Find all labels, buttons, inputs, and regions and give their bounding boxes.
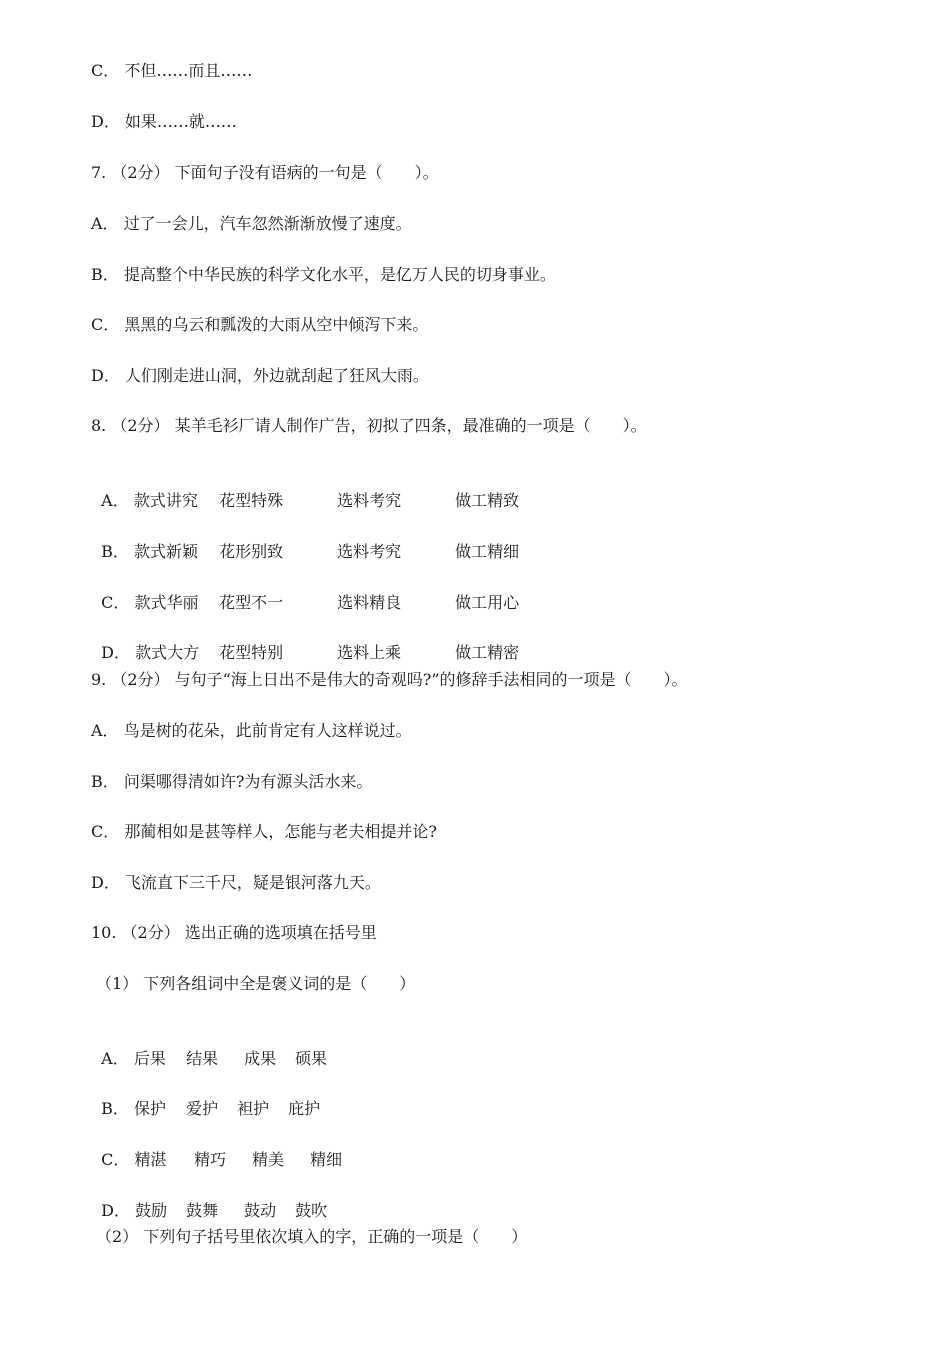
option-phrase: 花型特别	[219, 643, 284, 662]
question-8-option-b	[91, 516, 520, 561]
option-phrase: 花型不一	[219, 593, 284, 612]
question-7-option-a: A． 过了一会儿，汽车忽然渐渐放慢了速度。	[91, 214, 412, 233]
option-phrase: 做工精密	[455, 643, 520, 662]
option-word: 结果	[186, 1049, 219, 1068]
option-label: B． 保护	[101, 1099, 167, 1118]
question-6-option-c: C． 不但……而且……	[91, 61, 253, 80]
question-10-sub-1-option-d	[91, 1175, 328, 1220]
question-9-stem: 9. （2分） 与句子“海上日出不是伟大的奇观吗?”的修辞手法相同的一项是（ ）。	[91, 670, 688, 689]
question-9-option-b: B． 问渠哪得清如许?为有源头活水来。	[91, 772, 373, 791]
option-word: 精巧	[194, 1150, 227, 1169]
question-8-option-a	[91, 465, 520, 510]
option-phrase: 花型特殊	[219, 491, 284, 510]
option-word: 袒护	[237, 1099, 270, 1118]
question-10-sub-1-option-a	[91, 1023, 328, 1068]
option-word: 精美	[252, 1150, 285, 1169]
option-phrase: 做工用心	[455, 593, 520, 612]
option-word: 鼓动	[244, 1201, 277, 1220]
question-8-option-d	[91, 617, 520, 662]
option-label: C． 精湛	[101, 1150, 167, 1169]
option-word: 成果	[244, 1049, 277, 1068]
option-phrase: 选料上乘	[337, 643, 402, 662]
question-10-sub-1-option-b	[91, 1073, 321, 1118]
option-phrase: 选料考究	[337, 491, 402, 510]
option-word: 精细	[310, 1150, 343, 1169]
question-10-sub-2-stem: （2） 下列句子括号里依次填入的字，正确的一项是（ ）	[96, 1227, 528, 1246]
option-phrase: 选料精良	[337, 593, 402, 612]
question-9-option-a: A． 鸟是树的花朵，此前肯定有人这样说过。	[91, 721, 412, 740]
question-10-stem: 10. （2分） 选出正确的选项填在括号里	[91, 923, 377, 942]
option-label: D． 鼓励	[101, 1201, 168, 1220]
option-phrase: 选料考究	[337, 542, 402, 561]
question-7-option-b: B． 提高整个中华民族的科学文化水平，是亿万人民的切身事业。	[91, 265, 556, 284]
question-9-option-d: D． 飞流直下三千尺，疑是银河落九天。	[91, 873, 381, 892]
question-9-option-c: C． 那蔺相如是甚等样人，怎能与老夫相提并论?	[91, 822, 437, 841]
option-phrase: 花形别致	[219, 542, 284, 561]
question-7-option-d: D． 人们刚走进山洞，外边就刮起了狂风大雨。	[91, 366, 429, 385]
option-word: 硕果	[295, 1049, 328, 1068]
question-7-stem: 7. （2分） 下面句子没有语病的一句是（ ）。	[91, 163, 439, 182]
option-label: A． 款式讲究	[101, 491, 198, 510]
option-word: 庇护	[288, 1099, 321, 1118]
option-label: D． 款式大方	[101, 643, 200, 662]
question-10-sub-1-option-c	[91, 1124, 343, 1169]
option-phrase: 做工精致	[455, 491, 520, 510]
option-label: C． 款式华丽	[101, 593, 199, 612]
option-label: B． 款式新颖	[101, 542, 199, 561]
option-phrase: 做工精细	[455, 542, 520, 561]
question-8-stem: 8. （2分） 某羊毛衫厂请人制作广告，初拟了四条，最准确的一项是（ ）。	[91, 416, 647, 435]
option-word: 鼓吹	[295, 1201, 328, 1220]
question-8-option-c	[91, 567, 520, 612]
question-10-sub-1-stem: （1） 下列各组词中全是褒义词的是（ ）	[96, 974, 416, 993]
option-word: 爱护	[186, 1099, 219, 1118]
option-label: A． 后果	[101, 1049, 166, 1068]
question-7-option-c: C． 黑黑的乌云和瓢泼的大雨从空中倾泻下来。	[91, 315, 429, 334]
question-6-option-d: D． 如果……就……	[91, 112, 237, 131]
option-word: 鼓舞	[186, 1201, 219, 1220]
